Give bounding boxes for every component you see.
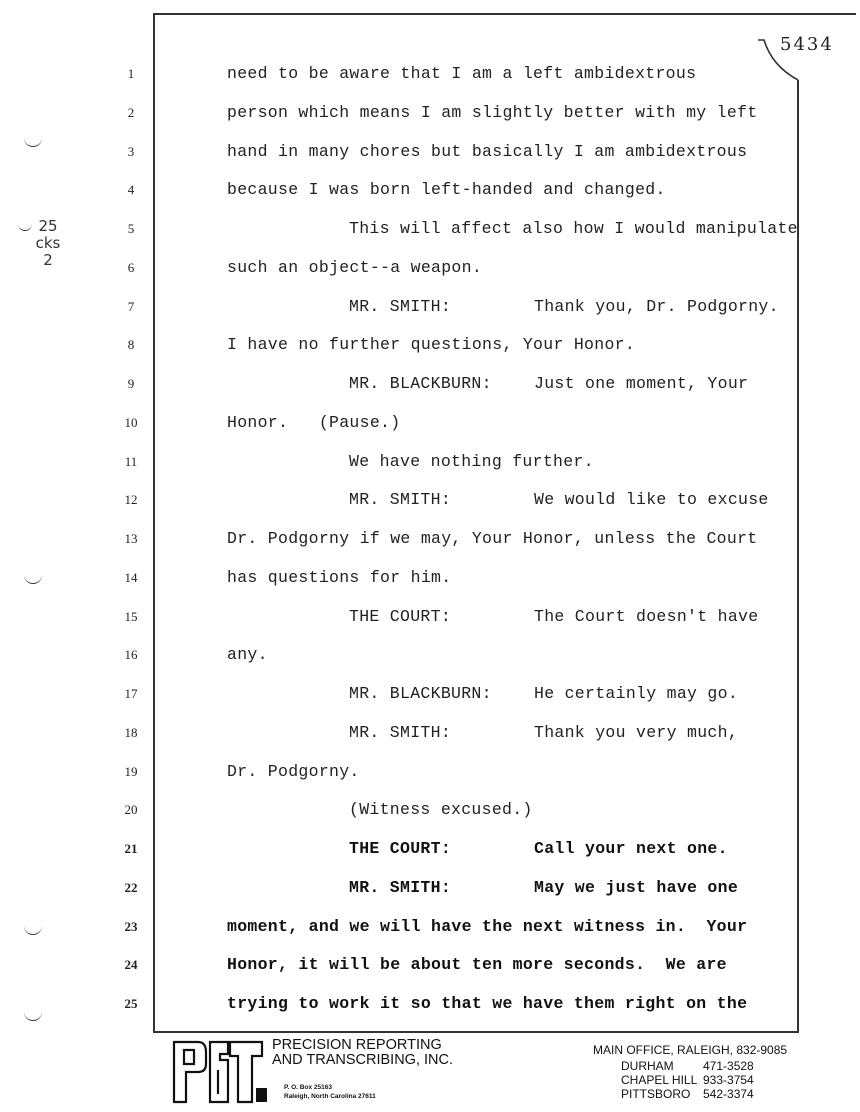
margin-tick-mark [24, 926, 42, 935]
line-number: 16 [124, 647, 138, 663]
margin-tick-mark [24, 138, 42, 147]
line-number: 3 [127, 143, 135, 159]
testimony-text: moment, and we will have the next witness in. Your [227, 916, 748, 936]
speaker-label: THE COURT: [349, 606, 452, 626]
office-phone: 471-3528 [703, 1059, 754, 1073]
line-number: 13 [124, 531, 138, 546]
line-number: 7 [127, 298, 135, 314]
line-number: 18 [124, 724, 138, 740]
office-city: DURHAM [621, 1059, 674, 1073]
speaker-label: THE COURT: [349, 839, 452, 858]
line-number: 25 [124, 996, 138, 1011]
testimony-text: because I was born left-handed and changed. [227, 180, 666, 200]
line-number: 12 [124, 492, 138, 508]
testimony-text: May we just have one [534, 877, 739, 897]
office-phone: 542-3374 [703, 1087, 754, 1101]
office-row [621, 1059, 787, 1073]
company-logo [172, 1040, 268, 1104]
city-address: Raleigh, North Carolina 27611 [284, 1093, 376, 1100]
testimony-text: Thank you very much, [534, 722, 739, 742]
line-number: 5 [127, 221, 135, 236]
testimony-text: (Witness excused.) [349, 800, 533, 820]
testimony-text: person which means I am slightly better with my left [227, 102, 758, 122]
speaker-label: MR. BLACKBURN: [349, 684, 492, 703]
office-row [621, 1073, 787, 1087]
line-number: 17 [124, 686, 138, 701]
testimony-text: Dr. Podgorny. [227, 761, 360, 781]
testimony-text: trying to work it so that we have them right on the [227, 994, 748, 1013]
office-list [593, 1059, 787, 1101]
testimony-text: has questions for him. [227, 567, 452, 587]
testimony-text: This will affect also how I would manipulate [349, 219, 798, 238]
frame-bottom-border [153, 1031, 799, 1033]
line-number: 15 [124, 608, 138, 624]
line-number: 23 [124, 918, 138, 934]
line-number: 9 [127, 376, 135, 391]
margin-tick-mark [24, 575, 42, 584]
margin-note-line: cks [35, 234, 61, 252]
testimony-text: Dr. Podgorny if we may, Your Honor, unless the Court [227, 529, 758, 548]
line-number: 21 [124, 841, 138, 856]
line-number: 11 [124, 453, 138, 469]
testimony-text: Honor. (Pause.) [227, 412, 401, 432]
company-address [284, 1083, 376, 1101]
line-number: 2 [127, 104, 135, 120]
office-directory [593, 1043, 787, 1101]
office-row [621, 1087, 787, 1101]
line-number: 10 [124, 414, 138, 430]
testimony-text: hand in many chores but basically I am ambidextrous [227, 141, 748, 161]
speaker-label: MR. BLACKBURN: [349, 374, 492, 393]
office-city: PITTSBORO [621, 1087, 691, 1101]
company-name [272, 1038, 453, 1068]
line-number: 1 [127, 66, 135, 81]
main-office: MAIN OFFICE, RALEIGH, 832-9085 [593, 1043, 788, 1057]
line-number: 4 [127, 182, 135, 198]
speaker-label: MR. SMITH: [349, 490, 452, 510]
testimony-text: Thank you, Dr. Podgorny. [534, 296, 779, 316]
testimony-text: any. [227, 645, 268, 665]
testimony-text: need to be aware that I am a left ambidextrous [227, 64, 697, 83]
frame-top-border [153, 13, 856, 15]
page-number-stamp: 5434 [780, 34, 834, 55]
line-number: 19 [124, 763, 138, 779]
line-number: 22 [124, 879, 138, 895]
office-city: CHAPEL HILL [621, 1073, 698, 1087]
company-name-line: PRECISION REPORTING [272, 1037, 442, 1053]
line-number: 20 [124, 802, 138, 818]
testimony-text: Honor, it will be about ten more seconds. We are [227, 955, 727, 975]
po-box: P. O. Box 25163 [284, 1084, 332, 1091]
testimony-text: We would like to excuse [534, 490, 769, 510]
company-name-line: AND TRANSCRIBING, INC. [272, 1052, 454, 1068]
line-number: 14 [124, 569, 138, 585]
testimony-text: The Court doesn't have [534, 606, 759, 626]
testimony-text: He certainly may go. [534, 684, 739, 703]
frame-left-border [153, 13, 155, 1033]
testimony-text: I have no further questions, Your Honor. [227, 335, 636, 355]
margin-note-line: 25 [38, 217, 58, 235]
testimony-text: such an object--a weapon. [227, 257, 483, 277]
testimony-text: Just one moment, Your [534, 374, 749, 393]
speaker-label: MR. SMITH: [349, 296, 452, 316]
speaker-label: MR. SMITH: [349, 877, 452, 897]
margin-note [28, 218, 68, 269]
margin-note-line: 2 [43, 251, 53, 269]
speaker-label: MR. SMITH: [349, 722, 452, 742]
line-number: 8 [127, 337, 135, 353]
office-phone: 933-3754 [703, 1073, 754, 1087]
margin-tick-mark [24, 1012, 42, 1021]
testimony-text: We have nothing further. [349, 451, 594, 471]
line-number: 6 [127, 259, 135, 275]
line-number: 24 [124, 957, 138, 973]
testimony-text: Call your next one. [534, 839, 728, 858]
